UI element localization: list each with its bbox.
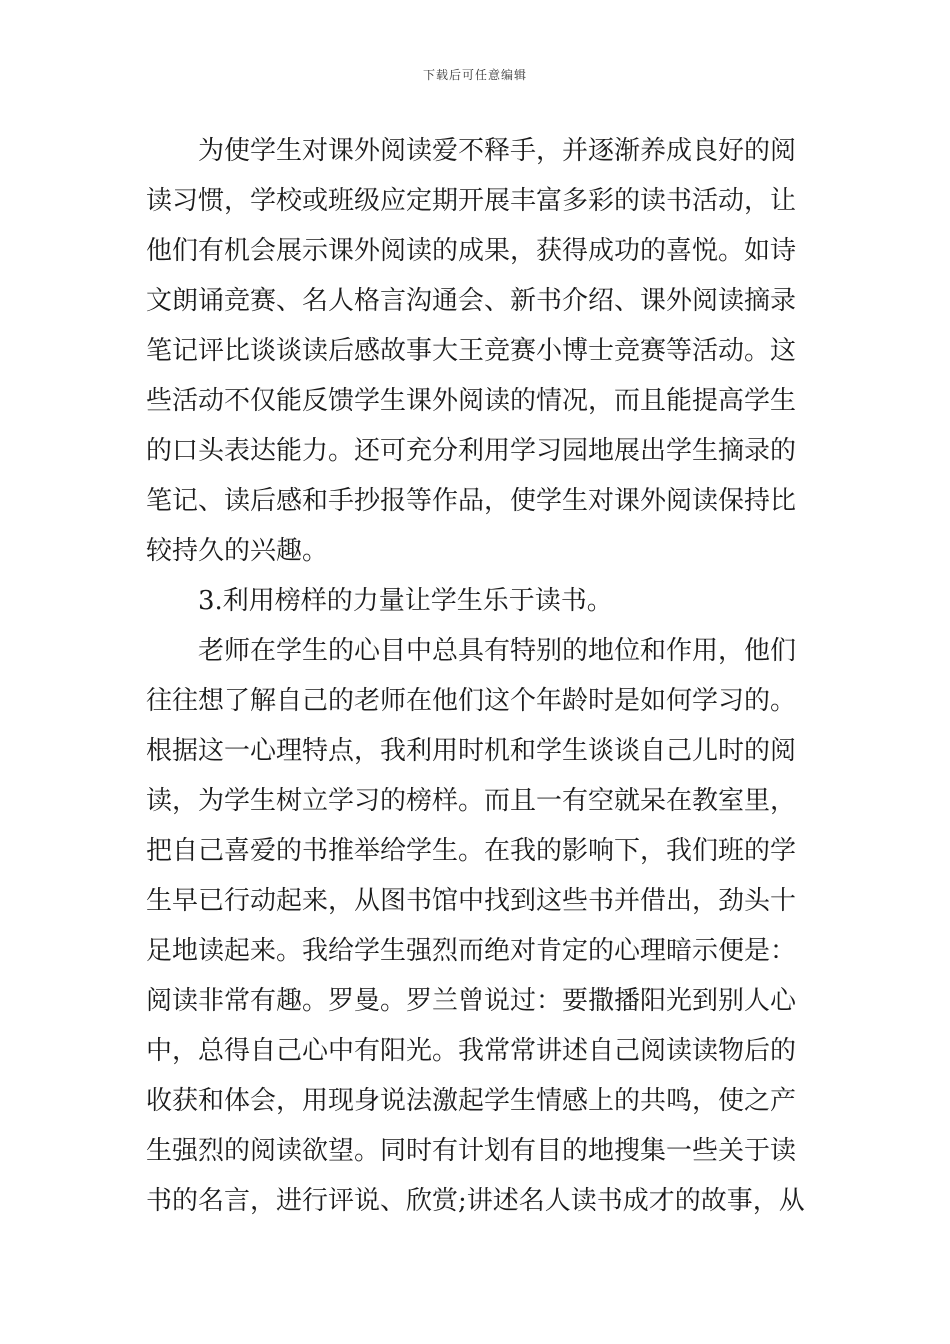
text-line: 文朗诵竞赛、名人格言沟通会、新书介绍、课外阅读摘录 (146, 286, 797, 316)
text-line: 根据这一心理特点，我利用时机和学生谈谈自己儿时的阅 (146, 736, 797, 766)
text-line: 老师在学生的心目中总具有特别的地位和作用，他们 (198, 636, 797, 666)
text-line: 阅读非常有趣。罗曼。罗兰曾说过：要撒播阳光到别人心 (146, 986, 797, 1016)
text-line: 读习惯，学校或班级应定期开展丰富多彩的读书活动，让 (146, 186, 797, 216)
text-line: 些活动不仅能反馈学生课外阅读的情况，而且能提高学生 (146, 386, 797, 416)
text-line: 笔记评比谈谈读后感故事大王竞赛小博士竞赛等活动。这 (146, 336, 797, 366)
document-body (146, 126, 808, 1226)
text-line: 往往想了解自己的老师在他们这个年龄时是如何学习的。 (146, 686, 797, 716)
text-line: 中，总得自己心中有阳光。我常常讲述自己阅读读物后的 (146, 1036, 797, 1066)
text-line: 读，为学生树立学习的榜样。而且一有空就呆在教室里， (146, 786, 797, 816)
text-line: 较持久的兴趣。 (146, 536, 329, 566)
text-line: 笔记、读后感和手抄报等作品，使学生对课外阅读保持比 (146, 486, 797, 516)
text-line: 生早已行动起来，从图书馆中找到这些书并借出，劲头十 (146, 886, 797, 916)
text-line: 书的名言，进行评说、欣赏;讲述名人读书成才的故事，从 (146, 1186, 805, 1216)
page-header: 下载后可任意编辑 (422, 68, 527, 82)
text-line: 生强烈的阅读欲望。同时有计划有目的地搜集一些关于读 (146, 1136, 797, 1166)
text-line: 他们有机会展示课外阅读的成果，获得成功的喜悦。如诗 (146, 236, 797, 266)
text-line: 为使学生对课外阅读爱不释手，并逐渐养成良好的阅 (198, 136, 797, 166)
text-line: 足地读起来。我给学生强烈而绝对肯定的心理暗示便是： (146, 936, 797, 966)
text-line: 的口头表达能力。还可充分利用学习园地展出学生摘录的 (146, 436, 797, 466)
text-line: 把自己喜爱的书推举给学生。在我的影响下，我们班的学 (146, 836, 797, 866)
text-line: 收获和体会，用现身说法激起学生情感上的共鸣，使之产 (146, 1086, 797, 1116)
section-heading: 3.利用榜样的力量让学生乐于读书。 (198, 586, 613, 616)
